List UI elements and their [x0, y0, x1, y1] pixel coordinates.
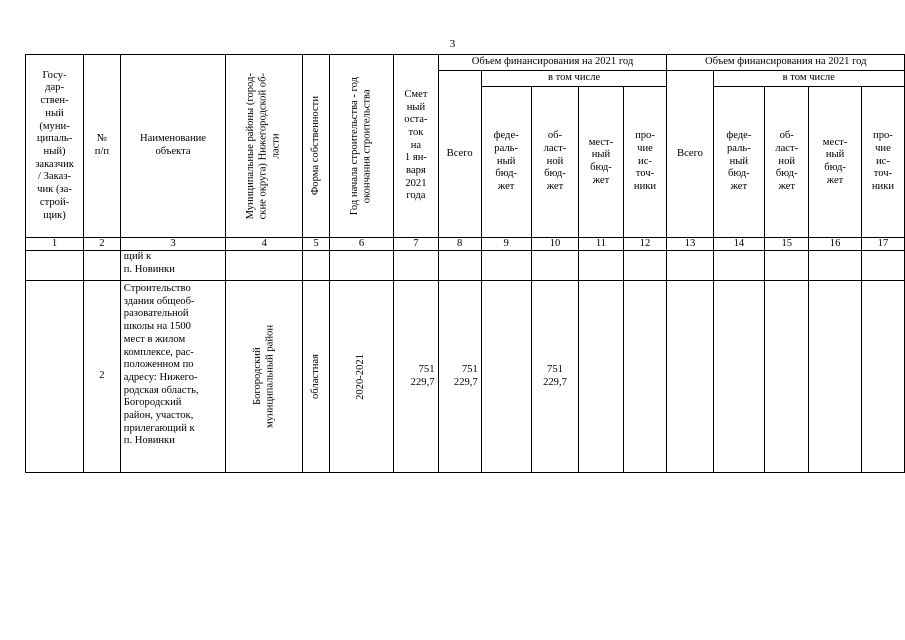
- header-total-1: Всего: [438, 71, 481, 238]
- cell-estimated-balance: 751 229,7: [394, 281, 438, 473]
- cell-empty: [26, 281, 84, 473]
- cell-regional: 751 229,7: [531, 281, 579, 473]
- header-including-2: в том числе: [713, 71, 904, 87]
- column-number: 6: [329, 238, 394, 251]
- column-number: 13: [667, 238, 713, 251]
- header-local-2: мест- ный бюд- жет: [809, 87, 862, 238]
- cell-years-text: 2020-2021: [355, 353, 367, 400]
- column-number: 9: [481, 238, 531, 251]
- column-number: 16: [809, 238, 862, 251]
- header-other-2: про- чие ис- точ- ники: [861, 87, 904, 238]
- column-number: 3: [120, 238, 225, 251]
- cell-empty: [809, 251, 862, 281]
- column-number: 10: [531, 238, 579, 251]
- column-number: 2: [84, 238, 121, 251]
- header-financing-group-2: Объем финансирования на 2021 год: [667, 55, 905, 71]
- cell-empty: [303, 251, 329, 281]
- cell-empty: [226, 251, 303, 281]
- cell-ownership-text: областная: [309, 354, 321, 399]
- page-number: 3: [449, 38, 456, 50]
- column-number: 15: [765, 238, 809, 251]
- header-districts: [226, 55, 303, 238]
- cell-district-text: Богородский муниципальный район: [251, 325, 276, 428]
- header-financing-group-1: Объем финансирования на 2021 год: [438, 55, 667, 71]
- cell-empty: [667, 281, 713, 473]
- cell-empty: [26, 251, 84, 281]
- cell-empty: [579, 251, 623, 281]
- header-ownership-text: Форма собственности: [309, 96, 321, 196]
- cell-years: [329, 281, 394, 473]
- column-number: 8: [438, 238, 481, 251]
- cell-number: 2: [84, 281, 121, 473]
- cell-empty: [438, 251, 481, 281]
- cell-empty: [809, 281, 862, 473]
- cell-empty: [329, 251, 394, 281]
- column-number: 7: [394, 238, 438, 251]
- header-including-1: в том числе: [481, 71, 667, 87]
- column-number-row: [26, 238, 905, 251]
- column-number: 11: [579, 238, 623, 251]
- header-regional-2: об- ласт- ной бюд- жет: [765, 87, 809, 238]
- cell-empty: [765, 251, 809, 281]
- header-number: № п/п: [84, 55, 121, 238]
- column-number: 14: [713, 238, 765, 251]
- cell-empty: [623, 281, 667, 473]
- column-number: 4: [226, 238, 303, 251]
- column-number: 17: [861, 238, 904, 251]
- cell-empty: [861, 281, 904, 473]
- header-districts-text: Муниципальные районы (город- ские округа) Нижегородской об- ласти: [245, 72, 282, 220]
- header-estimated-balance: Смет ный оста- ток на 1 ян- варя 2021 года: [394, 55, 438, 238]
- header-regional-1: об- ласт- ной бюд- жет: [531, 87, 579, 238]
- header-federal-2: феде- раль- ный бюд- жет: [713, 87, 765, 238]
- cell-empty: [713, 281, 765, 473]
- cell-total: 751 229,7: [438, 281, 481, 473]
- header-customer: Госу- дар- ствен- ный (муни- ципаль- ный) заказчик / Заказ- чик (за- строй- щик): [26, 55, 84, 238]
- header-ownership: [303, 55, 329, 238]
- cell-empty: [861, 251, 904, 281]
- header-federal-1: феде- раль- ный бюд- жет: [481, 87, 531, 238]
- table-row-2: [26, 281, 905, 473]
- cell-empty: [579, 281, 623, 473]
- header-other-1: про- чие ис- точ- ники: [623, 87, 667, 238]
- column-number: 5: [303, 238, 329, 251]
- cell-district: [226, 281, 303, 473]
- cell-empty: [713, 251, 765, 281]
- cell-empty: [84, 251, 121, 281]
- cell-empty: [481, 281, 531, 473]
- header-local-1: мест- ный бюд- жет: [579, 87, 623, 238]
- cell-empty: [667, 251, 713, 281]
- header-construction-years: [329, 55, 394, 238]
- table-row-continuation: [26, 251, 905, 281]
- header-object-name: Наименование объекта: [120, 55, 225, 238]
- cell-empty: [623, 251, 667, 281]
- cell-empty: [481, 251, 531, 281]
- cell-object-name: щий к п. Новинки: [120, 251, 225, 281]
- cell-empty: [531, 251, 579, 281]
- cell-empty: [394, 251, 438, 281]
- cell-object-name: Строительство здания общеоб- разовательной школы на 1500 мест в жилом комплексе, рас- положенном по адресу: Нижего- родская область, Богородский район, участок, прилегающий к п. Новинки: [120, 281, 225, 473]
- investment-table: [25, 54, 905, 473]
- cell-ownership: [303, 281, 329, 473]
- cell-empty: [765, 281, 809, 473]
- header-total-2: Всего: [667, 71, 713, 238]
- column-number: 1: [26, 238, 84, 251]
- header-row-1: [26, 55, 905, 71]
- column-number: 12: [623, 238, 667, 251]
- header-construction-years-text: Год начала строительства - год окончания строительства: [348, 76, 373, 216]
